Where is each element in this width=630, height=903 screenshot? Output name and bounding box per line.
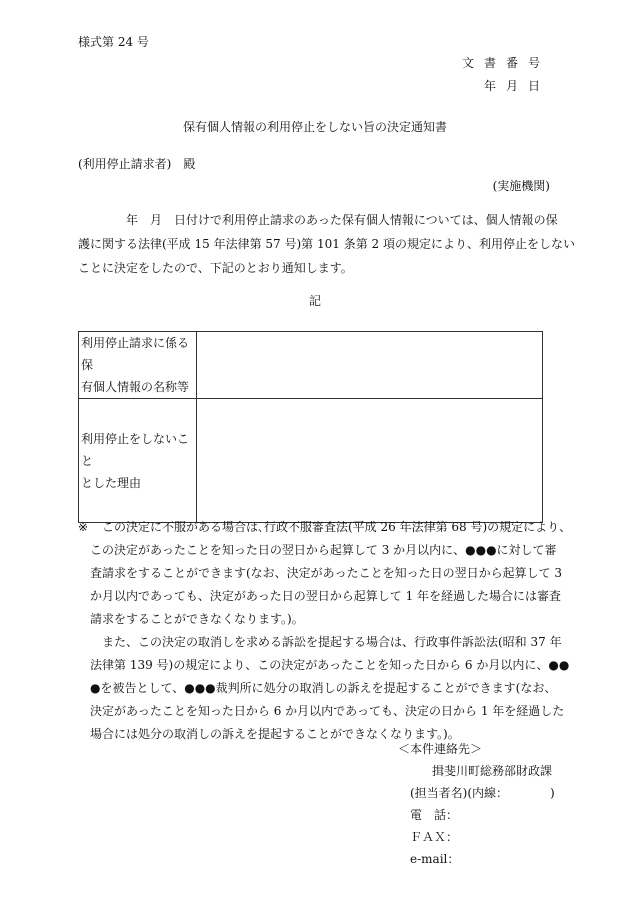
date-label: 年月日: [483, 79, 550, 93]
table-row: [79, 399, 543, 523]
contact-heading: ＜本件連絡先＞: [398, 742, 483, 756]
addressee: (利用停止請求者) 殿: [78, 157, 196, 171]
contact-fax: ＦＡＸ：: [410, 830, 459, 844]
table-value-cell: [197, 332, 543, 399]
note-line: 決定があったことを知った日から 6 か月以内であっても、決定の日から 1 年を経過した: [90, 704, 565, 718]
appeal-note: [78, 516, 572, 746]
body-line: 護に関する法律(平成 15 年法律第 57 号)第 101 条第 2 項の規定により、利用停止をしない: [78, 237, 575, 251]
table-label-line: 利用停止請求に係る保: [81, 336, 190, 372]
note-line: また、この決定の取消しを求める訴訟を提起する場合は、行政事件訴訟法(昭和 37 年: [102, 635, 562, 649]
contact-department: 揖斐川町総務部財政課: [432, 764, 553, 778]
form-number: 様式第 24 号: [78, 35, 149, 49]
table-label-line: 有個人情報の名称等: [81, 380, 190, 394]
table-label-line: 利用停止をしないこと: [81, 431, 190, 468]
note-line: 場合には処分の取消しの訴えを提起することができなくなります。)。: [90, 727, 460, 741]
note-line: ●を被告として、●●●裁判所に処分の取消しの訴えを提起することができます(なお、: [90, 681, 557, 695]
table-value-cell: [197, 399, 543, 523]
contact-block: [398, 738, 555, 870]
contact-phone: 電 話：: [410, 808, 459, 822]
info-table: [78, 331, 543, 523]
issuing-agency: (実施機関): [492, 179, 550, 193]
body-paragraph: [78, 208, 575, 280]
body-line: 年 月 日付けで利用停止請求のあった保有個人情報については、個人情報の保: [126, 213, 558, 227]
contact-person: (担当者名)(内線： ): [410, 786, 555, 800]
note-line: 査請求をすることができます(なお、決定があったことを知った日の翌日から起算して 3: [90, 566, 563, 580]
document-title: 保有個人情報の利用停止をしない旨の決定通知書: [182, 120, 447, 134]
contact-email: e-mail：: [410, 852, 460, 866]
table-label-cell: [79, 399, 197, 523]
note-line: 法律第 139 号)の規定により、この決定があったことを知った日から 6 か月以内に、●●: [90, 658, 570, 672]
ki-heading: 記: [308, 294, 321, 308]
document-number-label: 文書番号: [461, 56, 550, 70]
note-mark: ※: [78, 520, 89, 534]
note-line: この決定があったことを知った日の翌日から起算して 3 か月以内に、●●●に対して審: [90, 543, 557, 557]
table-label-line: とした理由: [81, 475, 142, 490]
note-line: ※ この決定に不服がある場合は､行政不服審査法(平成 26 年法律第 68 号)の規定により、: [78, 516, 558, 539]
note-line: か月以内であっても、決定があった日の翌日から起算して 1 年を経過した場合には審査: [90, 589, 562, 603]
note-line: 請求をすることができなくなります。)。: [90, 612, 304, 626]
body-line: ことに決定をしたので、下記のとおり通知します。: [78, 261, 353, 275]
table-row: [79, 332, 543, 399]
table-label-cell: [79, 332, 197, 399]
